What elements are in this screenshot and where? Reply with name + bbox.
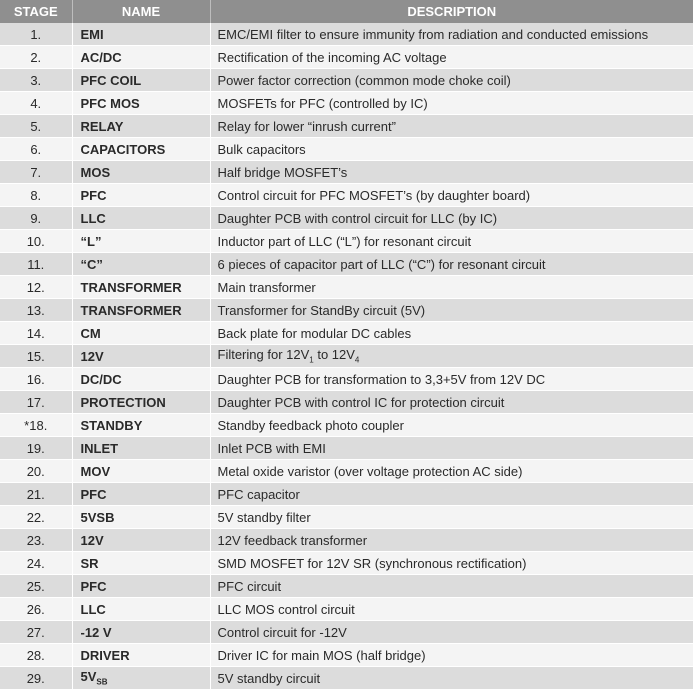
description-cell: Control circuit for -12V: [210, 621, 693, 644]
stage-cell: 29.: [0, 667, 72, 690]
description-cell: Daughter PCB with control circuit for LLC (by IC): [210, 207, 693, 230]
stage-cell: 7.: [0, 161, 72, 184]
stage-cell: 21.: [0, 483, 72, 506]
table-row: [0, 460, 693, 483]
name-cell: CM: [72, 322, 210, 345]
stage-cell: 15.: [0, 345, 72, 368]
table-row: [0, 276, 693, 299]
description-text: Filtering for 12V: [217, 347, 310, 363]
table-row: [0, 621, 693, 644]
header-stage: STAGE: [0, 0, 72, 23]
stage-cell: 17.: [0, 391, 72, 414]
name-cell: PROTECTION: [72, 391, 210, 414]
table-row: [0, 506, 693, 529]
stage-cell: 26.: [0, 598, 72, 621]
table-header: [0, 0, 693, 23]
stage-cell: 22.: [0, 506, 72, 529]
name-cell: INLET: [72, 437, 210, 460]
stage-cell: 5.: [0, 115, 72, 138]
stage-cell: 23.: [0, 529, 72, 552]
table-row: [0, 253, 693, 276]
stage-cell: 10.: [0, 230, 72, 253]
stage-cell: 14.: [0, 322, 72, 345]
stage-cell: 19.: [0, 437, 72, 460]
name-cell: DC/DC: [72, 368, 210, 391]
name-cell: 12V: [72, 529, 210, 552]
table-row: [0, 575, 693, 598]
description-cell: Inlet PCB with EMI: [210, 437, 693, 460]
stage-cell: 27.: [0, 621, 72, 644]
table-row: [0, 46, 693, 69]
description-text: to 12V: [313, 347, 355, 363]
stage-cell: 12.: [0, 276, 72, 299]
description-cell: Back plate for modular DC cables: [210, 322, 693, 345]
table-row: [0, 184, 693, 207]
stage-cell: 6.: [0, 138, 72, 161]
name-cell: “C”: [72, 253, 210, 276]
table-row: [0, 437, 693, 460]
name-cell: DRIVER: [72, 644, 210, 667]
stage-cell: *18.: [0, 414, 72, 437]
name-cell: “L”: [72, 230, 210, 253]
table-row: [0, 69, 693, 92]
description-cell: PFC capacitor: [210, 483, 693, 506]
table-row: [0, 161, 693, 184]
name-cell: PFC: [72, 483, 210, 506]
table-row: [0, 23, 693, 46]
description-cell: LLC MOS control circuit: [210, 598, 693, 621]
name-cell: 12V: [72, 345, 210, 368]
description-cell: Rectification of the incoming AC voltage: [210, 46, 693, 69]
description-cell: Transformer for StandBy circuit (5V): [210, 299, 693, 322]
description-cell: 12V feedback transformer: [210, 529, 693, 552]
name-cell: MOV: [72, 460, 210, 483]
table-row: [0, 644, 693, 667]
table-row: [0, 138, 693, 161]
name-cell: LLC: [72, 598, 210, 621]
description-cell: Driver IC for main MOS (half bridge): [210, 644, 693, 667]
name-cell: RELAY: [72, 115, 210, 138]
name-cell: CAPACITORS: [72, 138, 210, 161]
description-cell: Control circuit for PFC MOSFET’s (by daughter board): [210, 184, 693, 207]
stage-cell: 8.: [0, 184, 72, 207]
stage-cell: 28.: [0, 644, 72, 667]
description-cell: Main transformer: [210, 276, 693, 299]
table-body: [0, 23, 693, 690]
name-cell: EMI: [72, 23, 210, 46]
subscript: 1: [309, 355, 314, 365]
stage-cell: 4.: [0, 92, 72, 115]
description-cell: [210, 345, 693, 368]
description-cell: Inductor part of LLC (“L”) for resonant circuit: [210, 230, 693, 253]
table-row: [0, 368, 693, 391]
stage-cell: 11.: [0, 253, 72, 276]
table-row: [0, 230, 693, 253]
header-name: NAME: [72, 0, 210, 23]
stage-cell: 13.: [0, 299, 72, 322]
subscript: 4: [354, 355, 360, 365]
name-cell: 5VSB: [72, 506, 210, 529]
name-cell: SR: [72, 552, 210, 575]
stage-cell: 20.: [0, 460, 72, 483]
header-description: DESCRIPTION: [210, 0, 693, 23]
name-cell: PFC COIL: [72, 69, 210, 92]
table-row: [0, 322, 693, 345]
description-cell: 6 pieces of capacitor part of LLC (“C”) for resonant circuit: [210, 253, 693, 276]
table-row: [0, 345, 693, 368]
name-cell: PFC MOS: [72, 92, 210, 115]
name-cell: MOS: [72, 161, 210, 184]
name-cell: PFC: [72, 575, 210, 598]
table-row: [0, 115, 693, 138]
name-cell: -12 V: [72, 621, 210, 644]
table-row: [0, 414, 693, 437]
subscript: SB: [96, 677, 108, 687]
description-cell: Daughter PCB for transformation to 3,3+5V from 12V DC: [210, 368, 693, 391]
stage-cell: 2.: [0, 46, 72, 69]
table-row: [0, 529, 693, 552]
description-cell: Relay for lower “inrush current”: [210, 115, 693, 138]
name-cell: TRANSFORMER: [72, 276, 210, 299]
description-cell: 5V standby filter: [210, 506, 693, 529]
stage-cell: 3.: [0, 69, 72, 92]
table-row: [0, 483, 693, 506]
name-cell: TRANSFORMER: [72, 299, 210, 322]
description-cell: PFC circuit: [210, 575, 693, 598]
name-cell: STANDBY: [72, 414, 210, 437]
table-row: [0, 552, 693, 575]
description-cell: Daughter PCB with control IC for protection circuit: [210, 391, 693, 414]
description-cell: MOSFETs for PFC (controlled by IC): [210, 92, 693, 115]
table-row: [0, 391, 693, 414]
table-row: [0, 92, 693, 115]
description-cell: 5V standby circuit: [210, 667, 693, 690]
name-cell: AC/DC: [72, 46, 210, 69]
stage-cell: 25.: [0, 575, 72, 598]
stage-cell: 16.: [0, 368, 72, 391]
stage-cell: 9.: [0, 207, 72, 230]
name-cell: PFC: [72, 184, 210, 207]
description-cell: Standby feedback photo coupler: [210, 414, 693, 437]
table-row: [0, 598, 693, 621]
description-cell: SMD MOSFET for 12V SR (synchronous rectification): [210, 552, 693, 575]
stage-cell: 1.: [0, 23, 72, 46]
name-cell: LLC: [72, 207, 210, 230]
description-cell: Metal oxide varistor (over voltage protection AC side): [210, 460, 693, 483]
table-row: [0, 667, 693, 690]
description-cell: Power factor correction (common mode choke coil): [210, 69, 693, 92]
name-cell: [72, 667, 210, 690]
stage-cell: 24.: [0, 552, 72, 575]
name-text: 5V: [80, 669, 97, 685]
description-cell: Bulk capacitors: [210, 138, 693, 161]
description-cell: EMC/EMI filter to ensure immunity from radiation and conducted emissions: [210, 23, 693, 46]
table-row: [0, 299, 693, 322]
table-row: [0, 207, 693, 230]
description-cell: Half bridge MOSFET’s: [210, 161, 693, 184]
